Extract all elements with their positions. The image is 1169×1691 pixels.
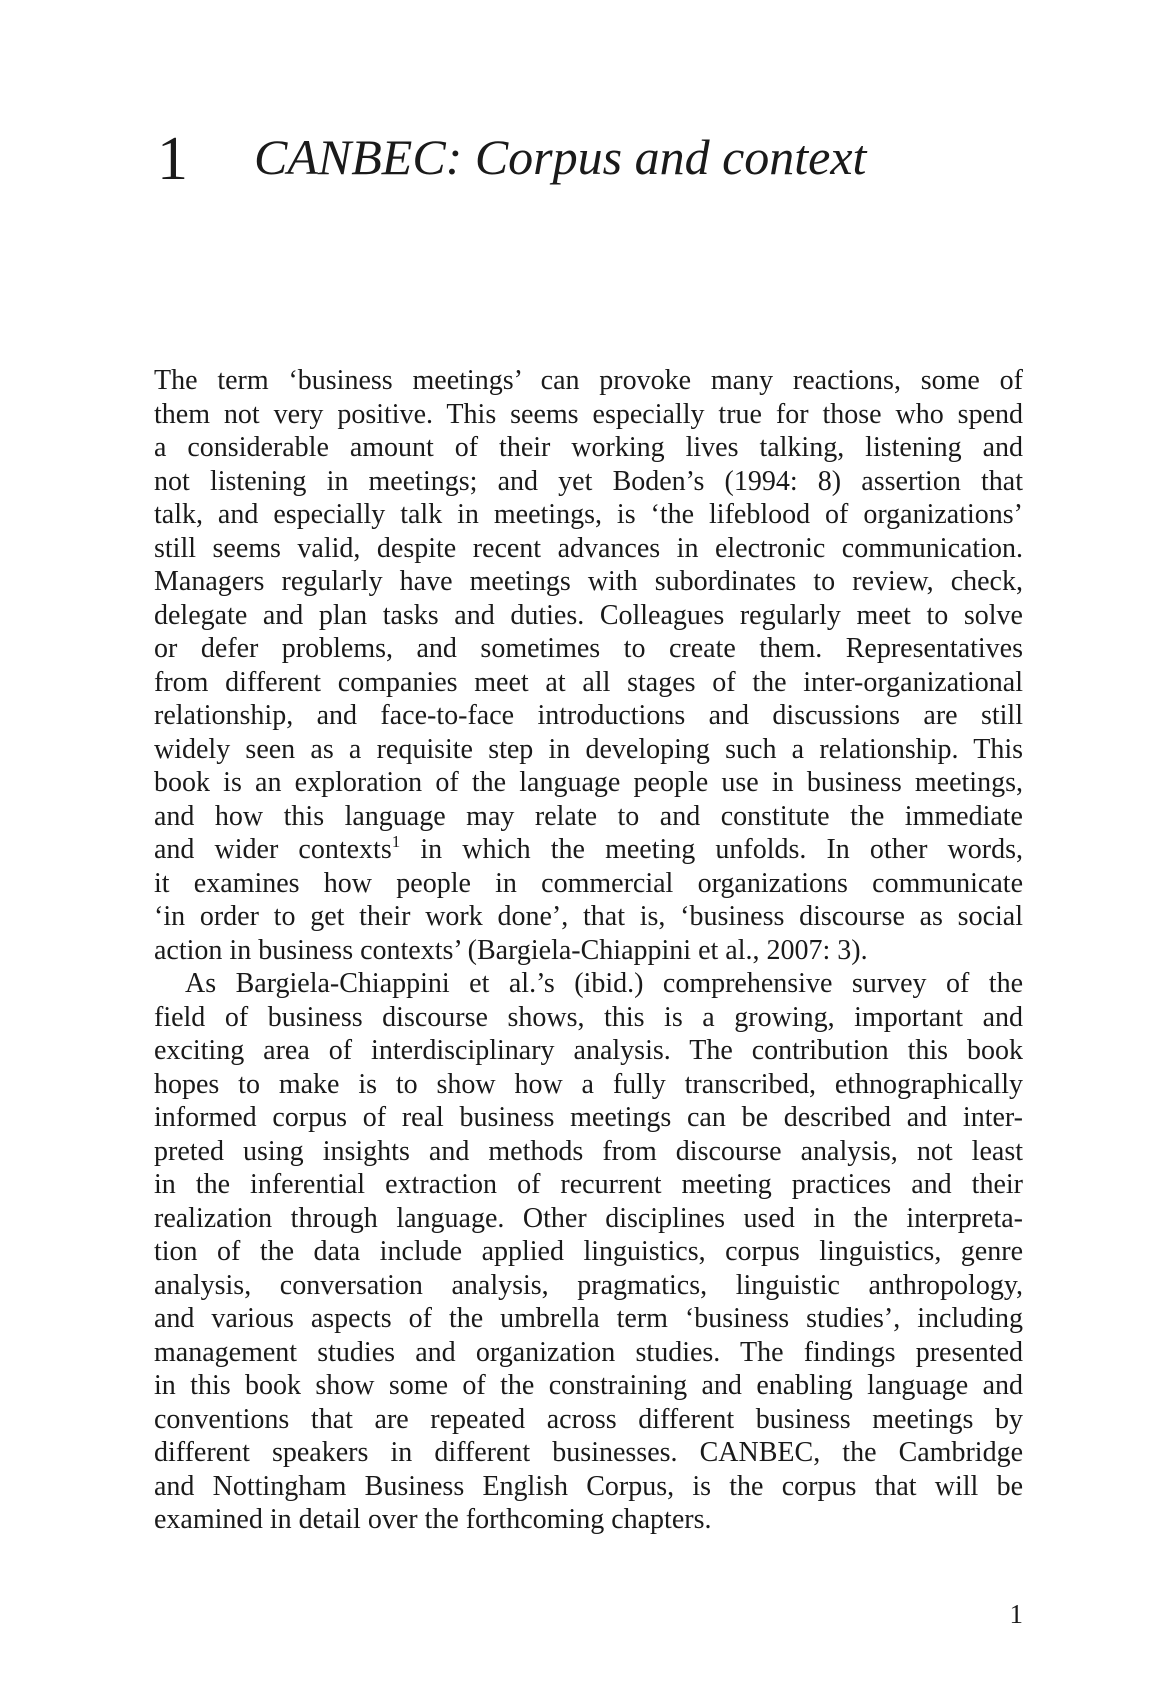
text-line: still seems valid, despite recent advances in electronic communication. — [154, 532, 1023, 564]
chapter-number: 1 — [157, 125, 188, 193]
chapter-title: CANBEC: Corpus and context — [254, 129, 867, 185]
text-line: and Nottingham Business English Corpus, is the corpus that will be — [154, 1470, 1023, 1502]
text-line: a considerable amount of their working lives talking, listening and — [154, 432, 1023, 463]
text-line: book is an exploration of the language people use in business meetings, — [154, 767, 1023, 798]
footnote-reference[interactable]: 1 — [391, 832, 401, 851]
text-line: tion of the data include applied linguistics, corpus linguistics, genre — [154, 1236, 1023, 1267]
text-line: hopes to make is to show how a fully transcribed, ethnographically — [154, 1068, 1023, 1100]
text-line: realization through language. Other disciplines used in the interpreta- — [154, 1202, 1023, 1234]
text-line: ‘in order to get their work done’, that is, ‘business discourse as social — [154, 901, 1023, 932]
text-line: or defer problems, and sometimes to create them. Representatives — [154, 633, 1023, 664]
text-fragment: and wider contexts — [154, 834, 392, 865]
text-line: them not very positive. This seems especially true for those who spend — [154, 398, 1023, 430]
text-line: conventions that are repeated across different business meetings by — [154, 1403, 1023, 1435]
paragraph-2 — [154, 967, 1023, 1537]
chapter-header — [157, 125, 1057, 228]
page-number: 1 — [1009, 1599, 1023, 1629]
text-fragment: in which the meeting unfolds. In other words, — [400, 834, 1023, 865]
text-line: and various aspects of the umbrella term ‘business studies’, including — [154, 1303, 1023, 1334]
text-line: in this book show some of the constraining and enabling language and — [154, 1370, 1023, 1401]
text-line-with-footnote — [154, 833, 1023, 867]
text-line: action in business contexts’ (Bargiela-Chiappini et al., 2007: 3). — [154, 934, 868, 966]
text-line: examined in detail over the forthcoming chapters. — [154, 1504, 712, 1535]
text-line: in the inferential extraction of recurrent meeting practices and their — [154, 1169, 1023, 1200]
body-text — [154, 364, 1023, 1537]
text-line: it examines how people in commercial organizations communicate — [154, 867, 1023, 899]
text-line: preted using insights and methods from discourse analysis, not least — [154, 1135, 1023, 1167]
text-line: not listening in meetings; and yet Boden’s (1994: 8) assertion that — [154, 465, 1023, 497]
text-line: different speakers in different businesses. CANBEC, the Cambridge — [154, 1437, 1023, 1468]
text-line: The term ‘business meetings’ can provoke many reactions, some of — [154, 365, 1023, 396]
text-line: and how this language may relate to and constitute the immediate — [154, 800, 1023, 832]
text-line: exciting area of interdisciplinary analysis. The contribution this book — [154, 1035, 1023, 1066]
text-line: from different companies meet at all stages of the inter-organizational — [154, 666, 1023, 698]
text-line: delegate and plan tasks and duties. Colleagues regularly meet to solve — [154, 599, 1023, 631]
text-line: relationship, and face-to-face introductions and discussions are still — [154, 700, 1023, 731]
text-line: talk, and especially talk in meetings, is ‘the lifeblood of organizations’ — [154, 499, 1023, 530]
text-line: analysis, conversation analysis, pragmatics, linguistic anthropology, — [154, 1269, 1023, 1301]
text-line: widely seen as a requisite step in developing such a relationship. This — [154, 733, 1023, 765]
text-line: management studies and organization studies. The findings presented — [154, 1336, 1023, 1368]
paragraph-1 — [154, 364, 1023, 967]
text-line: informed corpus of real business meetings can be described and inter- — [154, 1102, 1023, 1133]
text-line: field of business discourse shows, this is a growing, important and — [154, 1001, 1023, 1033]
text-line: Managers regularly have meetings with subordinates to review, check, — [154, 566, 1023, 597]
text-line: As Bargiela-Chiappini et al.’s (ibid.) comprehensive survey of the — [185, 968, 1023, 999]
